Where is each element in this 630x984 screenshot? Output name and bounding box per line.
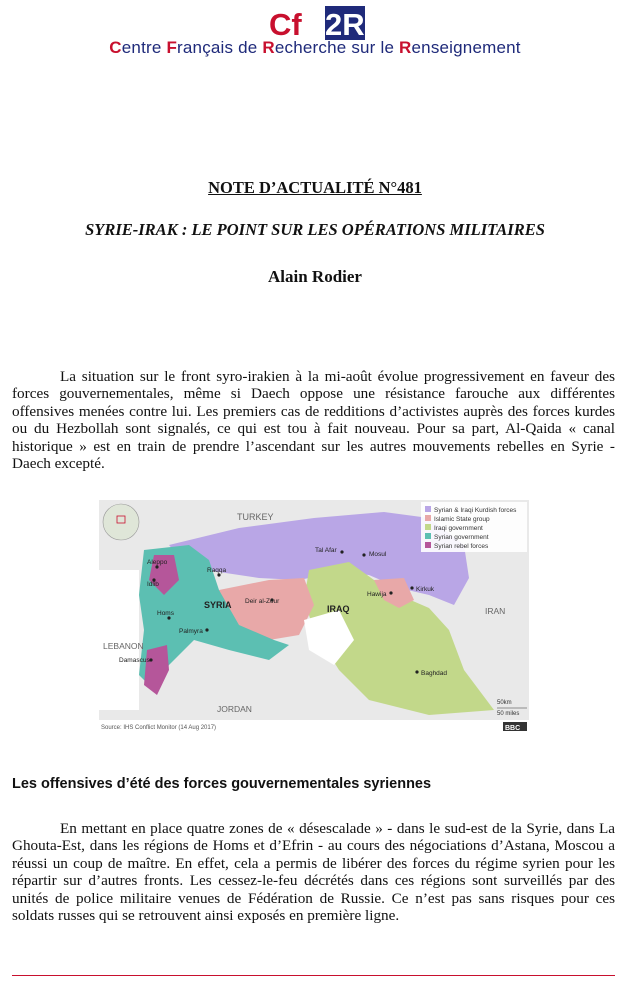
city-marker <box>415 670 418 673</box>
city-marker <box>410 586 413 589</box>
org-name <box>0 38 630 58</box>
svg-text:2R: 2R <box>325 7 365 40</box>
legend-swatch <box>425 515 431 521</box>
country-label: IRAN <box>485 606 506 616</box>
city-marker <box>362 553 365 556</box>
locator-globe <box>103 504 139 540</box>
legend-swatch <box>425 524 431 530</box>
scale-km-label: 50km <box>497 700 512 706</box>
city-marker <box>205 628 208 631</box>
org-word: enseignement <box>411 38 521 57</box>
city-label: Damascus <box>119 657 150 664</box>
scale-miles-label: 50 miles <box>497 711 520 717</box>
org-initial: C <box>109 38 122 57</box>
city-marker <box>389 591 392 594</box>
city-marker <box>149 658 152 661</box>
conflict-map <box>99 500 529 733</box>
org-initial: F <box>166 38 178 57</box>
org-initial: R <box>399 38 412 57</box>
org-word: echerche sur le <box>274 38 400 57</box>
city-label: Deir al-Zour <box>245 598 280 605</box>
city-label: Mosul <box>369 551 387 558</box>
bbc-credit: BBC <box>505 725 521 732</box>
legend-swatch <box>425 542 431 548</box>
country-label: IRAQ <box>327 604 350 614</box>
city-marker <box>340 550 343 553</box>
country-label: JORDAN <box>217 704 252 714</box>
city-label: Palmyra <box>179 628 203 635</box>
cf2r-logo <box>267 6 367 40</box>
legend-label: Syrian & Iraqi Kurdish forces <box>434 507 517 514</box>
org-word: rançais de <box>177 38 263 57</box>
city-label: Idlib <box>147 581 159 588</box>
legend-label: Islamic State group <box>434 516 490 523</box>
footer-rule <box>12 975 615 976</box>
country-label: LEBANON <box>103 641 144 651</box>
country-label: SYRIA <box>204 600 232 610</box>
city-label: Tal Afar <box>315 547 337 554</box>
city-label: Kirkuk <box>416 586 435 593</box>
city-label: Baghdad <box>421 670 448 677</box>
svg-text:Cf: Cf <box>269 7 302 40</box>
city-label: Raqqa <box>207 567 227 574</box>
note-subtitle: SYRIE-IRAK : LE POINT SUR LES OPÉRATIONS MILITAIRES <box>85 220 545 239</box>
legend-label: Syrian government <box>434 534 489 541</box>
city-label: Hawija <box>367 591 387 598</box>
intro-paragraph: La situation sur le front syro-irakien à la mi-août évolue progressivement en faveur des forces gouvernementales, même si Daech oppose une résistance farouche aux différentes offensives menées contre lui. Les premiers cas de redditions d’activistes auprès des forces kurdes ou du Hezbollah sont signalés, ce qui est tou à fait nouveau. Pour sa part, Al-Qaida « canal historique » est en train de prendre l’ascendant sur les autres mouvements rebelles en Syrie - Daech excepté. <box>12 368 615 473</box>
org-initial: R <box>262 38 275 57</box>
legend-swatch <box>425 533 431 539</box>
note-title: NOTE D’ACTUALITÉ N°481 <box>208 178 422 197</box>
country-label: TURKEY <box>237 512 274 522</box>
author-name: Alain Rodier <box>268 267 362 286</box>
legend-swatch <box>425 506 431 512</box>
map-source: Source: IHS Conflict Monitor (14 Aug 2017) <box>101 725 217 731</box>
org-word: entre <box>121 38 167 57</box>
legend-label: Syrian rebel forces <box>434 543 489 550</box>
city-label: Homs <box>157 610 174 617</box>
map-legend <box>421 502 527 552</box>
body-paragraph: En mettant en place quatre zones de « désescalade » - dans le sud-est de la Syrie, dans La Ghouta-Est, dans les régions de Homs et d’Efrin - au cours des négociations d’Astana, Moscou a réussi un coup de maître. En effet, cela a permis de libérer des forces du régime syrien pour les répartir sur d’autres fronts. Les cessez-le-feu décrétés dans ces régions sont surveillés par des unités de police militaire venues de Fédération de Russie. Ce n’est pas sans risques pour ces soldats russes qui se retrouvent ainsi exposés en première ligne. <box>12 820 615 925</box>
legend-label: Iraqi government <box>434 525 483 532</box>
section-heading: Les offensives d’été des forces gouvernementales syriennes <box>12 776 432 792</box>
city-label: Aleppo <box>147 559 168 566</box>
